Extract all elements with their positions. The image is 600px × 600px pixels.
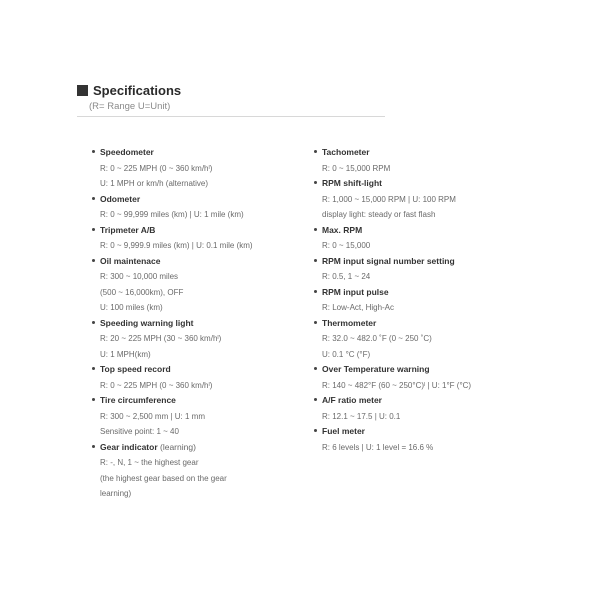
spec-item (100, 393, 300, 440)
spec-item (100, 145, 300, 192)
spec-title-text: A/F ratio meter (322, 395, 382, 405)
spec-item (100, 192, 300, 223)
spec-detail-line: U: 100 miles (km) (100, 303, 163, 312)
spec-title (100, 192, 300, 208)
bullet-dot-icon (92, 367, 95, 370)
bullet-dot-icon (314, 181, 317, 184)
bullet-dot-icon (92, 398, 95, 401)
spec-title (322, 393, 522, 409)
bullet-dot-icon (314, 321, 317, 324)
spec-detail-line: Sensitive point: 1 ~ 40 (100, 427, 179, 436)
spec-title-note: (learning) (157, 441, 196, 452)
spec-title (100, 393, 300, 409)
spec-detail-line: R: 0 ~ 225 MPH (0 ~ 360 km/hˡ) (100, 380, 213, 390)
specifications-header (77, 83, 385, 112)
spec-title (322, 145, 522, 161)
bullet-dot-icon (314, 150, 317, 153)
spec-title-text: Thermometer (322, 317, 377, 328)
spec-title-text: RPM input pulse (322, 286, 389, 297)
bullet-dot-icon (314, 259, 317, 262)
spec-item (322, 254, 522, 285)
spec-title-text: Oil maintenace (100, 255, 161, 266)
spec-title (322, 424, 522, 440)
bullet-dot-icon (314, 429, 317, 432)
spec-item (322, 316, 522, 363)
spec-item (100, 316, 300, 363)
spec-detail-line: R: 0.5, 1 ~ 24 (322, 272, 371, 281)
bullet-dot-icon (92, 321, 95, 324)
spec-detail-line: R: 300 ~ 2,500 mm | U: 1 mm (100, 411, 206, 421)
spec-title (322, 362, 522, 378)
spec-title-text: Speedometer (100, 147, 154, 157)
left-spec-column (100, 145, 300, 502)
spec-item (322, 176, 522, 223)
spec-title-text: RPM input signal number setting (322, 255, 455, 266)
spec-title (100, 145, 300, 161)
spec-detail-line: R: 0 ~ 225 MPH (0 ~ 360 km/hˡ) (100, 163, 213, 173)
header-divider (77, 116, 385, 117)
spec-item (322, 393, 522, 424)
bullet-dot-icon (314, 398, 317, 401)
spec-item (322, 424, 522, 455)
page-title: Specifications (93, 83, 182, 98)
spec-detail-line: R: 0 ~ 99,999 miles (km) | U: 1 mile (km) (100, 210, 244, 219)
bullet-dot-icon (92, 259, 95, 262)
spec-item (100, 362, 300, 393)
spec-title-text: Tachometer (322, 147, 370, 157)
spec-detail-line: R: 12.1 ~ 17.5 | U: 0.1 (322, 411, 401, 421)
spec-title-text: Odometer (100, 193, 141, 204)
spec-detail-line: R: 140 ~ 482°F (60 ~ 250°C)ˡ | U: 1°F (°C) (322, 380, 472, 390)
spec-title (100, 254, 300, 270)
spec-item (100, 223, 300, 254)
right-spec-column (322, 145, 522, 455)
bullet-dot-icon (314, 290, 317, 293)
spec-title (322, 254, 522, 270)
spec-detail-line: R: 6 levels | U: 1 level = 16.6 % (322, 442, 434, 452)
spec-title (322, 176, 522, 192)
spec-detail-line: R: 0 ~ 15,000 RPM (322, 163, 391, 173)
bullet-dot-icon (314, 228, 317, 231)
spec-detail-line: R: -, N, 1 ~ the highest gear (100, 458, 199, 467)
spec-detail-line: U: 1 MPH or km/h (alternative) (100, 179, 209, 188)
spec-detail-line: U: 0.1 °C (°F) (322, 349, 371, 359)
spec-title-text: Speeding warning light (100, 317, 194, 328)
spec-title-text: Max. RPM (322, 224, 363, 235)
spec-title-text: Tripmeter A/B (100, 224, 156, 235)
spec-title-text: Tire circumference (100, 395, 176, 405)
spec-detail-line: R: 0 ~ 15,000 (322, 241, 371, 250)
bullet-dot-icon (92, 197, 95, 200)
spec-detail-line: R: 1,000 ~ 15,000 RPM | U: 100 RPM (322, 194, 456, 204)
bullet-dot-icon (92, 150, 95, 153)
spec-detail-line: U: 1 MPH(km) (100, 349, 151, 359)
spec-item (100, 440, 300, 502)
spec-title (322, 285, 522, 301)
spec-detail-line: R: 20 ~ 225 MPH (30 ~ 360 km/hˡ) (100, 334, 222, 343)
bullet-dot-icon (314, 367, 317, 370)
spec-title-text: Gear indicator (100, 441, 158, 452)
spec-item (322, 285, 522, 316)
spec-detail-line: R: 32.0 ~ 482.0 ˚F (0 ~ 250 ˚C) (322, 334, 432, 343)
spec-title-text: RPM shift-light (322, 178, 382, 188)
spec-detail-line: display light: steady or fast flash (322, 210, 436, 219)
spec-title (322, 223, 522, 239)
spec-item (322, 145, 522, 176)
bullet-dot-icon (92, 228, 95, 231)
spec-detail-line: R: 300 ~ 10,000 miles (100, 272, 179, 281)
spec-detail-line: (the highest gear based on the gear (100, 473, 227, 483)
spec-detail-line: R: Low-Act, High-Ac (322, 303, 395, 312)
bullet-dot-icon (92, 445, 95, 448)
spec-title-text: Fuel meter (322, 426, 365, 436)
square-bullet-icon (77, 85, 88, 96)
spec-detail-line: learning) (100, 489, 132, 498)
spec-title (100, 362, 300, 378)
spec-title (322, 316, 522, 332)
title-row (77, 83, 385, 98)
spec-item (322, 362, 522, 393)
spec-detail-line: (500 ~ 16,000km), OFF (100, 287, 184, 297)
spec-title (100, 223, 300, 239)
spec-title-text: Top speed record (100, 364, 171, 374)
page-subtitle: (R= Range U=Unit) (89, 101, 171, 112)
spec-item (322, 223, 522, 254)
spec-title (100, 440, 300, 456)
spec-item (100, 254, 300, 316)
spec-title-text: Over Temperature warning (322, 364, 430, 374)
spec-detail-line: R: 0 ~ 9,999.9 miles (km) | U: 0.1 mile (km) (100, 241, 253, 250)
spec-title (100, 316, 300, 332)
